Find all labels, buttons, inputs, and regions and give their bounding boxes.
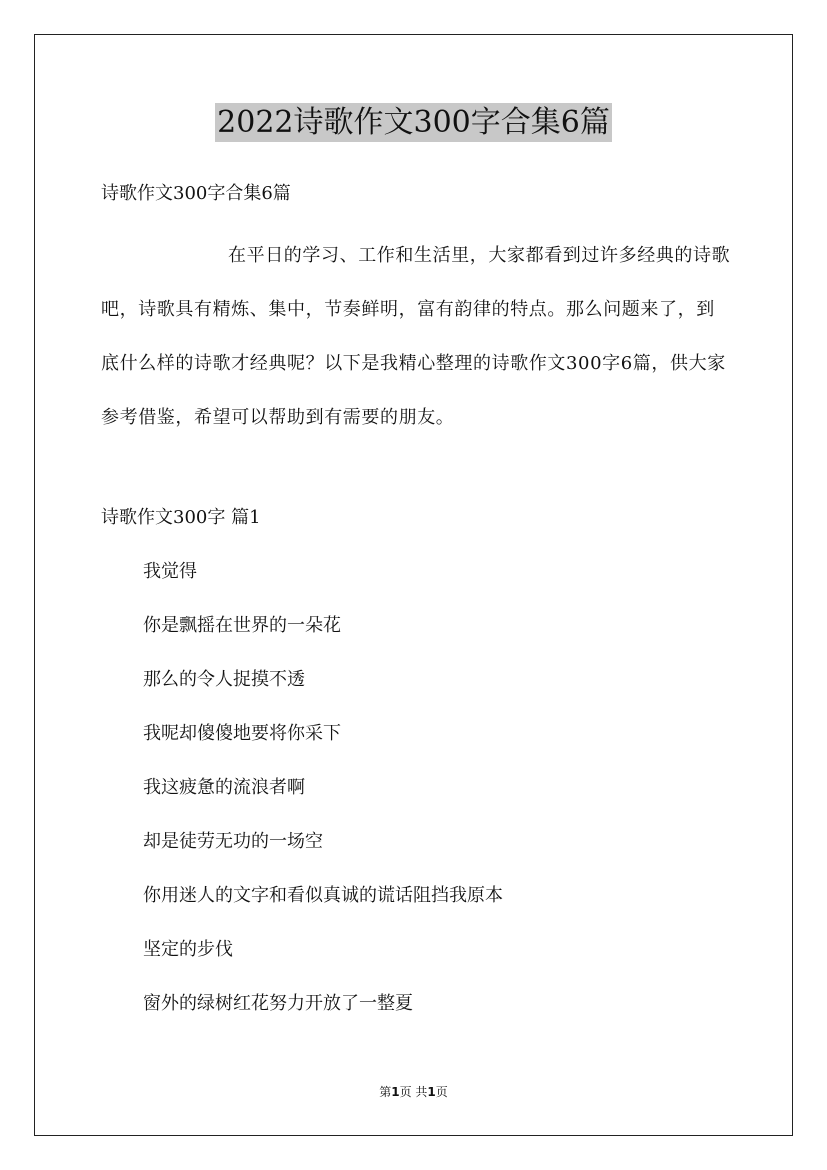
document-title-text: 2022诗歌作文300字合集6篇 xyxy=(217,105,610,140)
footer-mid: 页 共 xyxy=(399,1085,428,1099)
document-title xyxy=(0,100,827,146)
poem-lines xyxy=(143,558,503,1044)
intro-paragraph: 在平日的学习、工作和生活里，大家都看到过许多经典的诗歌吧，诗歌具有精炼、集中，节奏鲜明，富有韵律的特点。那么问题来了，到底什么样的诗歌才经典呢？以下是我精心整理的诗歌作文300字6篇，供大家参考借鉴，希望可以帮助到有需要的朋友。 xyxy=(101,245,731,428)
poem-line: 却是徒劳无功的一场空 xyxy=(143,831,323,852)
poem-line: 我呢却傻傻地要将你采下 xyxy=(143,723,341,744)
footer-page-total: 1 xyxy=(427,1085,436,1099)
poem-line: 那么的令人捉摸不透 xyxy=(143,669,305,690)
footer-suffix: 页 xyxy=(435,1085,448,1099)
poem-line: 窗外的绿树红花努力开放了一整夏 xyxy=(143,993,413,1014)
poem-line: 坚定的步伐 xyxy=(143,939,233,960)
document-subtitle: 诗歌作文300字合集6篇 xyxy=(101,183,291,204)
section-heading: 诗歌作文300字 篇1 xyxy=(101,507,261,528)
footer-prefix: 第 xyxy=(379,1085,392,1099)
poem-line: 你是飘摇在世界的一朵花 xyxy=(143,615,341,636)
poem-line: 我觉得 xyxy=(143,561,197,582)
poem-line: 我这疲惫的流浪者啊 xyxy=(143,777,305,798)
poem-line: 你用迷人的文字和看似真诚的谎话阻挡我原本 xyxy=(143,885,503,906)
footer-page-number: 1 xyxy=(391,1085,400,1099)
page-footer xyxy=(0,1083,827,1101)
